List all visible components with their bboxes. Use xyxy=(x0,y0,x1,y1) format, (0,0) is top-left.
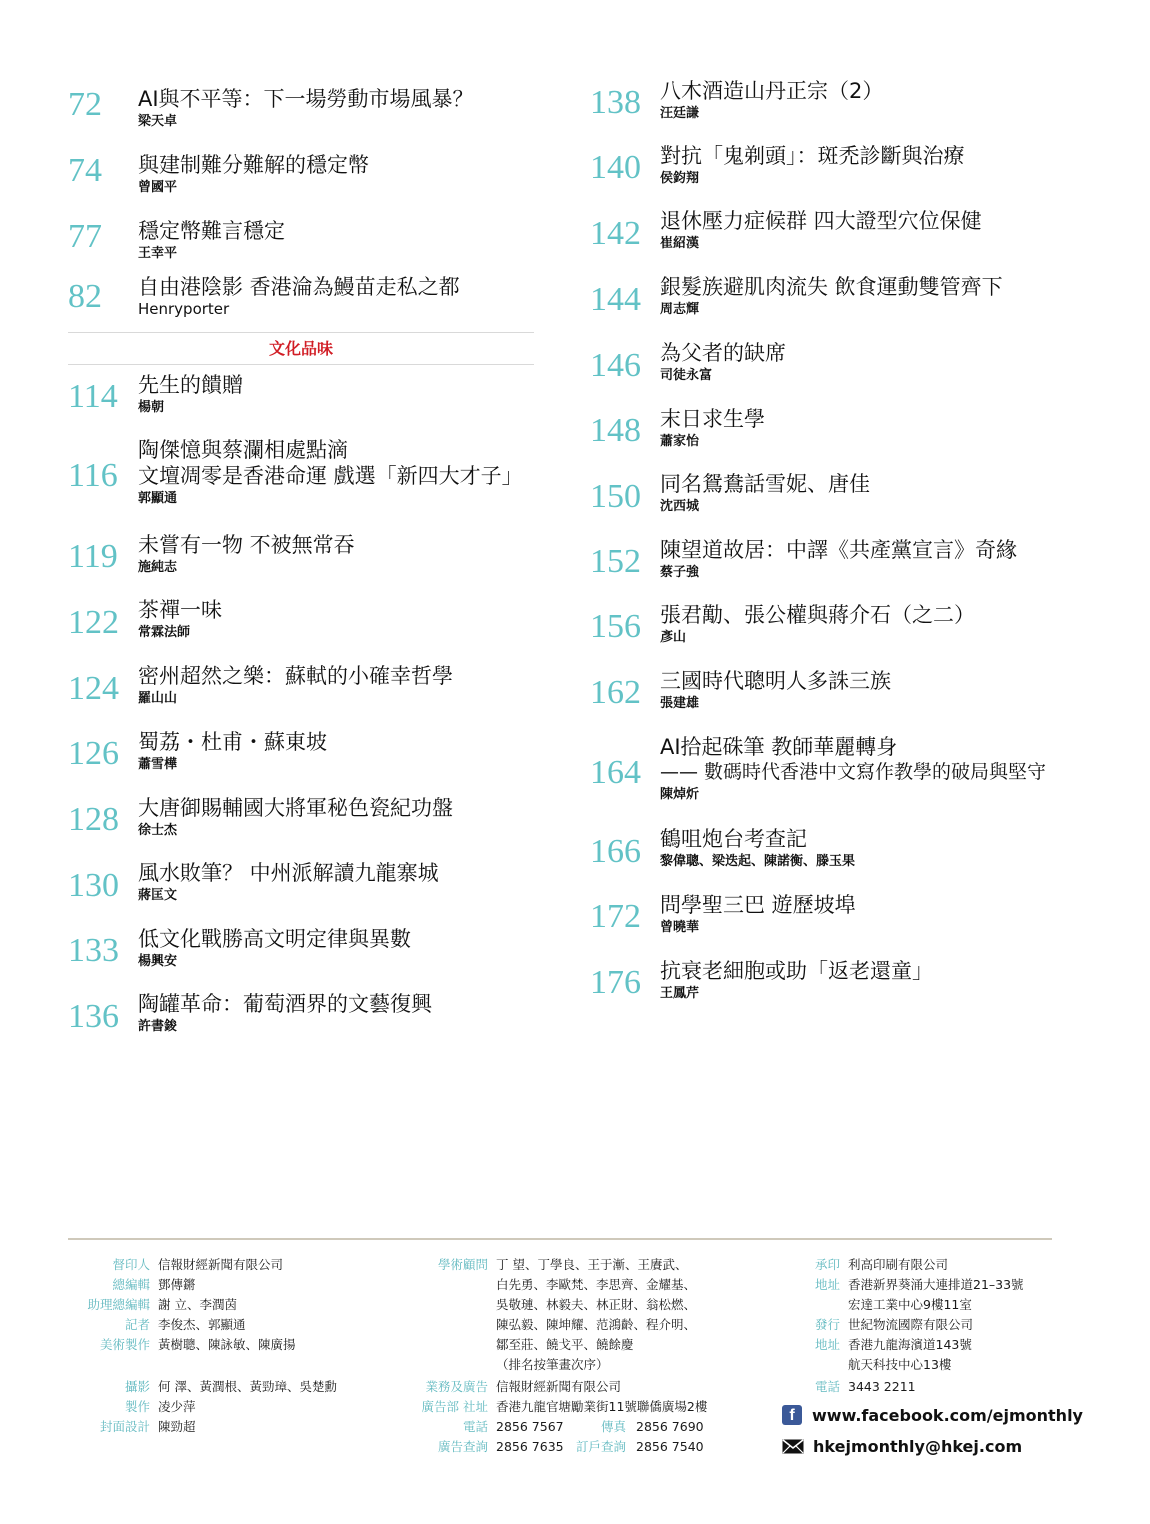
facebook-link[interactable] xyxy=(782,1405,1083,1425)
credit-value: 利高印刷有限公司 xyxy=(848,1257,949,1272)
entry-title: 八木酒造山丹正宗（2） xyxy=(660,79,884,103)
entry-author: 王鳳芹 xyxy=(660,986,700,1001)
email-link[interactable] xyxy=(782,1437,1022,1456)
credit-value: 黃樹聰、陳詠敏、陳廣揚 xyxy=(158,1337,296,1352)
credit-value: 鄧傳鏘 xyxy=(158,1277,196,1292)
entry-author: 沈西城 xyxy=(660,499,700,514)
credit-value: 陳勁超 xyxy=(158,1419,196,1434)
entry-title: 張君勱、張公權與蔣介石（之二） xyxy=(660,603,975,627)
page-number: 156 xyxy=(590,608,641,645)
credit-value: 信報財經新聞有限公司 xyxy=(158,1257,284,1272)
entry-title: 風水敗筆？ 中州派解讀九龍寨城 xyxy=(138,861,439,885)
credit-label: 總編輯 xyxy=(112,1277,150,1292)
credit-label: 承印 xyxy=(814,1257,840,1272)
page-number: 74 xyxy=(68,152,102,189)
credit-value: 何 澤、黃潤根、黃勁璋、吳楚勳 xyxy=(158,1379,337,1394)
credit-label: 封面設計 xyxy=(99,1419,150,1434)
entry-title: 密州超然之樂：蘇軾的小確幸哲學 xyxy=(138,664,453,688)
credit-value: 香港九龍官塘勵業街11號聯僑廣場2樓 xyxy=(496,1399,708,1414)
enquiry-label: 廣告查詢 xyxy=(437,1439,488,1454)
entry-author: 曾國平 xyxy=(138,180,178,195)
entry-title: 為父者的缺席 xyxy=(660,341,786,365)
credit-label: 地址 xyxy=(814,1277,840,1292)
entry-author: 侯鈞翔 xyxy=(660,171,700,186)
page-number: 116 xyxy=(68,457,118,494)
page-number: 128 xyxy=(68,801,119,838)
entry-author: 周志輝 xyxy=(660,302,700,317)
entry-title: 大唐御賜輔國大將軍秘色瓷紀功盤 xyxy=(138,796,453,820)
entry-title: 抗衰老細胞或助「返老還童」 xyxy=(660,959,933,983)
credit-label: 記者 xyxy=(124,1317,150,1332)
credit-label: 學術顧問 xyxy=(437,1257,488,1272)
credit-value: 香港新界葵涌大連排道21–33號 xyxy=(848,1277,1024,1292)
email-address: hkejmonthly@hkej.com xyxy=(813,1437,1023,1456)
entry-title: 陶罐革命：葡萄酒界的文藝復興 xyxy=(138,992,432,1016)
page-number: 77 xyxy=(68,218,102,255)
credit-label: 地址 xyxy=(814,1337,840,1352)
page-number: 114 xyxy=(68,378,118,415)
entry-title: 陳望道故居：中譯《共產黨宣言》奇緣 xyxy=(660,538,1017,562)
credit-label: 助理總編輯 xyxy=(87,1297,150,1312)
page-number: 124 xyxy=(68,670,119,707)
page-number: 172 xyxy=(590,898,641,935)
entry-author: 常霖法師 xyxy=(138,625,191,640)
credit-value: 李俊杰、郭顯通 xyxy=(158,1317,246,1332)
entry-author: Henryporter xyxy=(138,300,230,318)
entry-author: 蔣匡文 xyxy=(138,888,178,903)
page-number: 130 xyxy=(68,867,119,904)
facebook-url: www.facebook.com/ejmonthly xyxy=(812,1405,1083,1425)
credit-label: 業務及廣告 xyxy=(425,1379,488,1394)
credit-value: 吳敬璉、林毅夫、林正財、翁松燃、 xyxy=(496,1297,697,1312)
page-number: 140 xyxy=(590,149,641,186)
entry-author: 陳焯炘 xyxy=(660,787,700,802)
entry-title: 三國時代聰明人多誅三族 xyxy=(660,669,891,693)
page-number: 119 xyxy=(68,538,118,575)
entry-title: AI拾起硃筆 教師華麗轉身 xyxy=(660,735,898,759)
entry-subtitle: —— 數碼時代香港中文寫作教學的破局與堅守 xyxy=(660,761,1047,783)
page-number: 166 xyxy=(590,833,641,870)
entry-title: 銀髮族避肌肉流失 飲食運動雙管齊下 xyxy=(660,275,1003,299)
fax-value: 2856 7690 xyxy=(636,1419,704,1434)
facebook-icon: f xyxy=(782,1405,802,1425)
page-number: 142 xyxy=(590,215,641,252)
credit-value: （排名按筆畫次序） xyxy=(496,1357,609,1372)
entry-author: 彥山 xyxy=(660,630,687,645)
entry-title: 茶禪一味 xyxy=(138,598,222,622)
credit-label: 發行 xyxy=(814,1317,840,1332)
page-number: 148 xyxy=(590,412,641,449)
entry-title: 自由港陰影 香港淪為鰻苗走私之都 xyxy=(138,275,460,299)
entry-title: 問學聖三巴 遊歷坡埠 xyxy=(660,893,856,917)
entry-author: 施純志 xyxy=(138,560,178,575)
section-heading: 文化品味 xyxy=(68,332,534,365)
entry-title: 鶴咀炮台考查記 xyxy=(660,827,807,851)
page-number: 82 xyxy=(68,278,102,315)
credit-label: 電話 xyxy=(814,1379,840,1394)
entry-title: 蜀荔・杜甫・蘇東坡 xyxy=(138,730,327,754)
page-number: 146 xyxy=(590,347,641,384)
envelope-icon xyxy=(782,1439,804,1454)
entry-author: 許書鋑 xyxy=(138,1019,178,1034)
credit-value: 世紀物流國際有限公司 xyxy=(848,1317,974,1332)
entry-author: 徐士杰 xyxy=(138,823,178,838)
entry-title: 陶傑憶與蔡瀾相處點滴 xyxy=(138,438,348,462)
subscriber-value: 2856 7540 xyxy=(636,1439,704,1454)
credit-value: 信報財經新聞有限公司 xyxy=(496,1379,622,1394)
page-number: 150 xyxy=(590,478,641,515)
page-number: 138 xyxy=(590,84,641,121)
page-number: 72 xyxy=(68,86,102,123)
entry-author: 張建雄 xyxy=(660,696,700,711)
masthead-divider xyxy=(68,1238,1052,1240)
page-number: 144 xyxy=(590,281,641,318)
entry-title: 先生的饋贈 xyxy=(138,373,243,397)
credit-value: 香港九龍海濱道143號 xyxy=(848,1337,972,1352)
entry-author: 王幸平 xyxy=(138,246,178,261)
page-number: 133 xyxy=(68,932,119,969)
entry-author: 郭顯通 xyxy=(138,491,178,506)
credit-value: 凌少萍 xyxy=(158,1399,196,1414)
entry-author: 梁天卓 xyxy=(138,114,178,129)
entry-author: 崔紹漢 xyxy=(660,236,700,251)
page-number: 152 xyxy=(590,543,641,580)
credit-label: 攝影 xyxy=(124,1379,150,1394)
credit-value: 鄒至莊、饒戈平、饒餘慶 xyxy=(496,1337,634,1352)
entry-author: 蕭雪樺 xyxy=(138,757,178,772)
entry-title: AI與不平等：下一場勞動市場風暴？ xyxy=(138,87,474,111)
page-number: 122 xyxy=(68,604,119,641)
subscriber-label: 訂戶查詢 xyxy=(575,1439,626,1454)
entry-title: 穩定幣難言穩定 xyxy=(138,219,285,243)
entry-author: 汪廷謙 xyxy=(660,106,700,121)
credit-value: 陳弘毅、陳坤耀、范鴻齡、程介明、 xyxy=(496,1317,697,1332)
entry-title: 退休壓力症候群 四大證型穴位保健 xyxy=(660,209,982,233)
credit-label: 督印人 xyxy=(112,1257,150,1272)
credit-label: 美術製作 xyxy=(99,1337,150,1352)
enquiry-value: 2856 7635 xyxy=(496,1439,564,1454)
credit-value: 丁 望、丁學良、王于漸、王賡武、 xyxy=(496,1257,688,1272)
credit-value: 航天科技中心13樓 xyxy=(848,1357,952,1372)
entry-author: 黎偉聰、梁迭起、陳諾衡、滕玉果 xyxy=(660,854,856,869)
entry-title: 末日求生學 xyxy=(660,407,765,431)
page-number: 164 xyxy=(590,754,641,791)
phone-value: 2856 7567 xyxy=(496,1419,564,1434)
entry-author: 羅山山 xyxy=(138,691,178,706)
credit-value: 謝 立、李潤茵 xyxy=(158,1297,237,1312)
page-number: 176 xyxy=(590,964,641,1001)
fax-label: 傳真 xyxy=(600,1419,626,1434)
entry-author: 楊朝 xyxy=(138,400,165,415)
credit-value: 宏達工業中心9樓11室 xyxy=(848,1297,972,1312)
credit-label: 製作 xyxy=(124,1399,150,1414)
entry-title: 同名鴛鴦話雪妮、唐佳 xyxy=(660,472,870,496)
entry-author: 曾曉華 xyxy=(660,920,700,935)
page-number: 126 xyxy=(68,735,119,772)
credit-value: 3443 2211 xyxy=(848,1379,916,1394)
entry-title: 低文化戰勝高文明定律與異數 xyxy=(138,927,411,951)
entry-author: 司徒永富 xyxy=(660,368,713,383)
entry-title: 未嘗有一物 不被無常吞 xyxy=(138,533,355,557)
credit-value: 白先勇、李歐梵、李思齊、金耀基、 xyxy=(496,1277,697,1292)
page-number: 136 xyxy=(68,998,119,1035)
entry-author: 蕭家怡 xyxy=(660,434,700,449)
entry-title: 對抗「鬼剃頭」：斑禿診斷與治療 xyxy=(660,144,965,168)
entry-title-line2: 文壇凋零是香港命運 戲選「新四大才子」 xyxy=(138,464,523,488)
page-number: 162 xyxy=(590,674,641,711)
entry-author: 蔡子強 xyxy=(660,565,700,580)
credit-label: 廣告部 社址 xyxy=(421,1399,488,1414)
entry-title: 與建制難分難解的穩定幣 xyxy=(138,153,369,177)
phone-label: 電話 xyxy=(462,1419,488,1434)
entry-author: 楊興安 xyxy=(138,954,178,969)
